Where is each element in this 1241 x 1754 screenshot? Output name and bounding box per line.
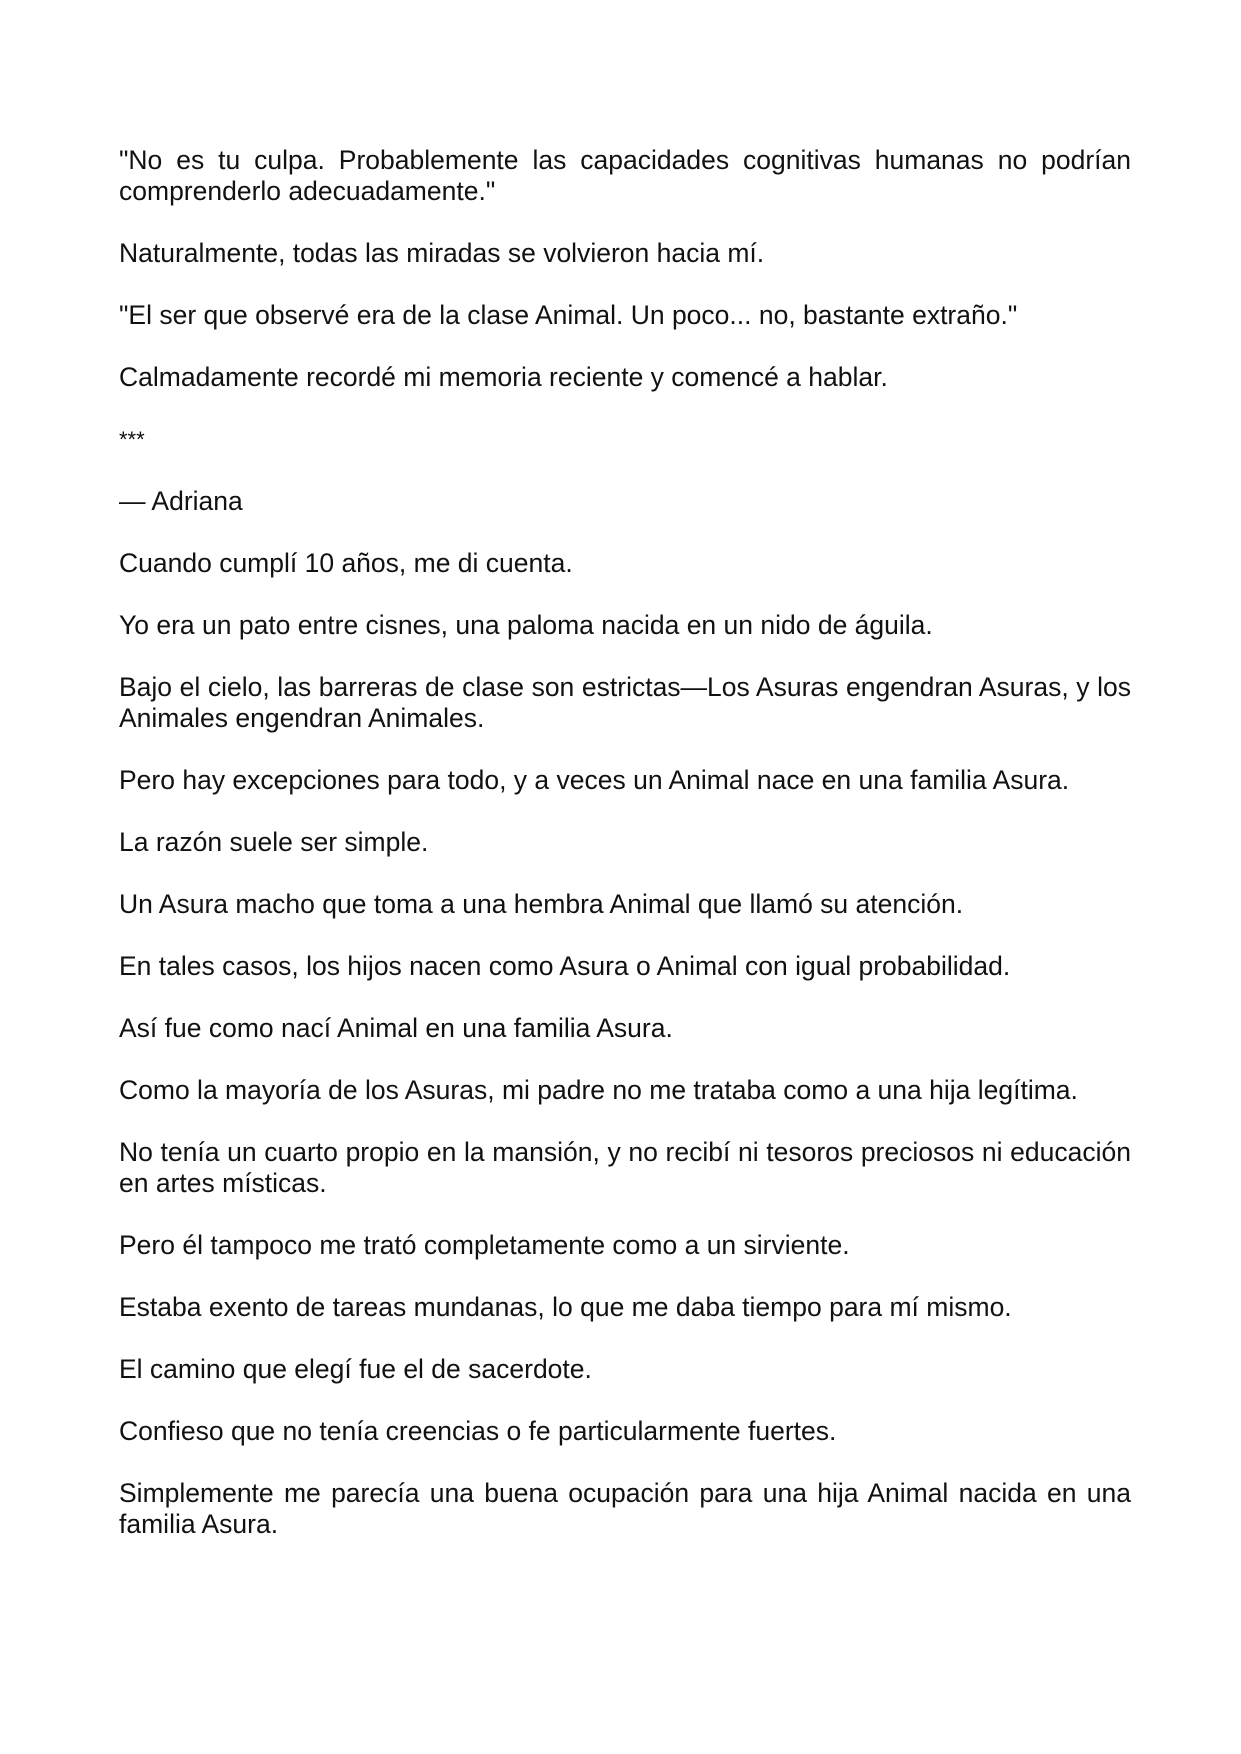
paragraph: Naturalmente, todas las miradas se volvieron hacia mí. [119,238,765,268]
paragraph: Confieso que no tenía creencias o fe particularmente fuertes. [119,1416,837,1446]
paragraph: Un Asura macho que toma a una hembra Animal que llamó su atención. [119,889,964,919]
paragraph: Así fue como nací Animal en una familia Asura. [119,1013,673,1043]
paragraph: Pero hay excepciones para todo, y a veces un Animal nace en una familia Asura. [119,765,1070,795]
pov-heading: — Adriana [119,486,243,516]
paragraph: Pero él tampoco me trató completamente como a un sirviente. [119,1230,850,1260]
paragraph: "No es tu culpa. Probablemente las capacidades cognitivas humanas no podrían comprenderlo adecuadamente." [119,145,1131,206]
paragraph: Calmadamente recordé mi memoria reciente y comencé a hablar. [119,362,888,392]
paragraph: En tales casos, los hijos nacen como Asura o Animal con igual probabilidad. [119,951,1011,981]
paragraph: Como la mayoría de los Asuras, mi padre no me trataba como a una hija legítima. [119,1075,1078,1105]
paragraph: La razón suele ser simple. [119,827,429,857]
paragraph: "El ser que observé era de la clase Animal. Un poco... no, bastante extraño." [119,300,1018,330]
page-body [119,145,1131,1571]
paragraph: Yo era un pato entre cisnes, una paloma nacida en un nido de águila. [119,610,933,640]
paragraph: No tenía un cuarto propio en la mansión, y no recibí ni tesoros preciosos ni educación en artes místicas. [119,1137,1131,1198]
paragraph: Simplemente me parecía una buena ocupación para una hija Animal nacida en una familia Asura. [119,1478,1131,1539]
paragraph: El camino que elegí fue el de sacerdote. [119,1354,592,1384]
paragraph: Estaba exento de tareas mundanas, lo que me daba tiempo para mí mismo. [119,1292,1012,1322]
paragraph: Cuando cumplí 10 años, me di cuenta. [119,548,573,578]
scene-break: *** [119,427,145,452]
paragraph: Bajo el cielo, las barreras de clase son estrictas—Los Asuras engendran Asuras, y los Animales engendran Animales. [119,672,1131,733]
